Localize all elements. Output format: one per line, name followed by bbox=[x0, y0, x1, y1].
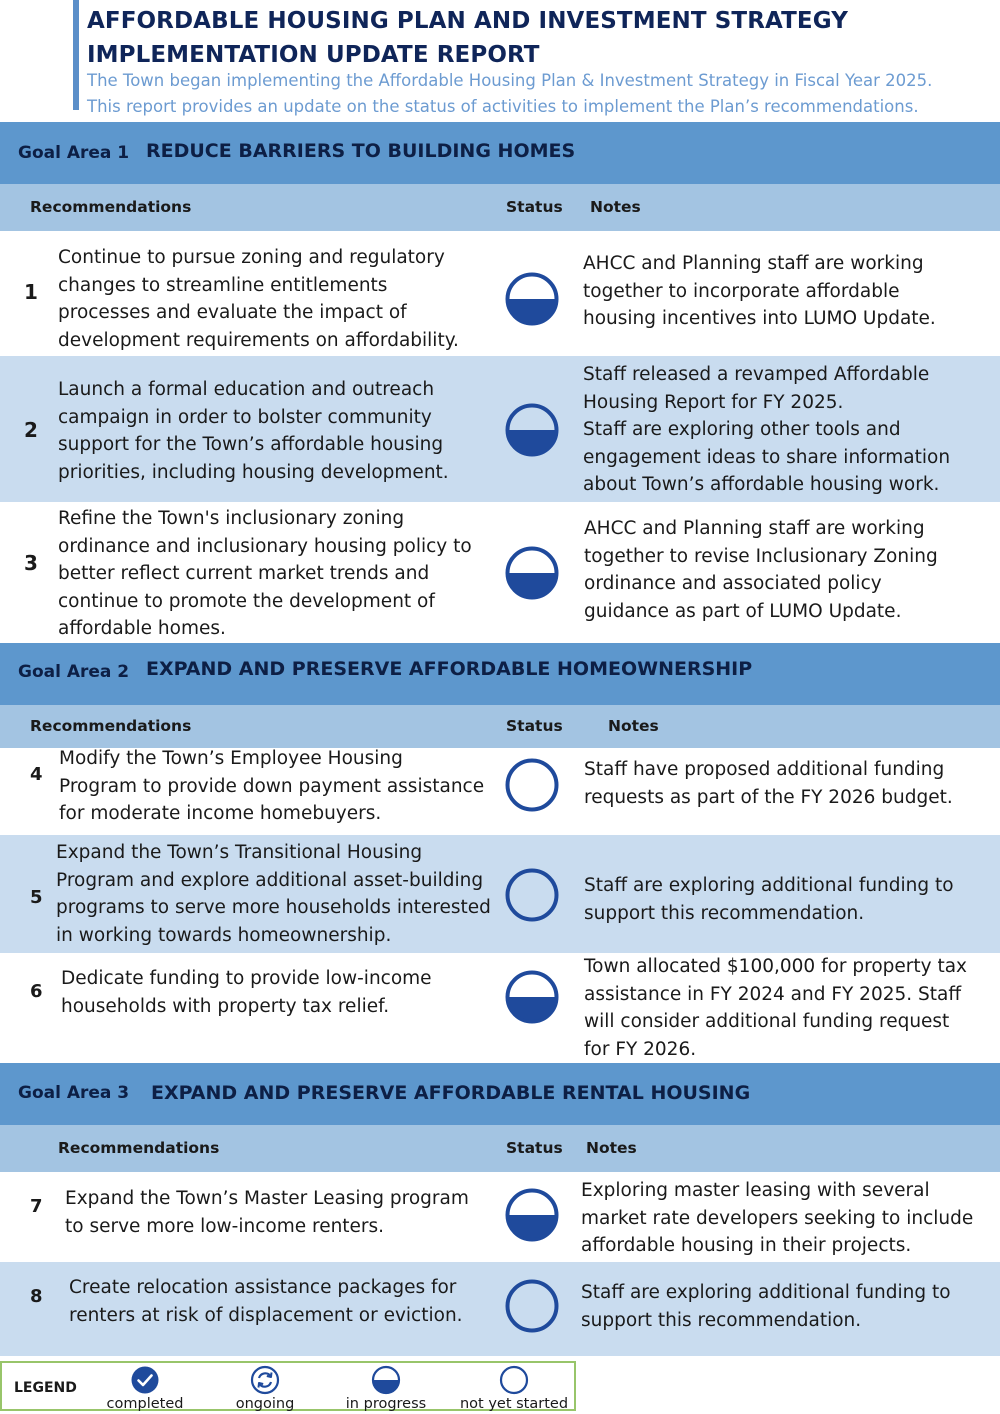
column-notes: Notes bbox=[608, 717, 659, 735]
column-status: Status bbox=[506, 717, 563, 735]
column-recommendations: Recommendations bbox=[30, 717, 192, 735]
legend-label: completed bbox=[106, 1396, 184, 1412]
legend-title: LEGEND bbox=[14, 1380, 77, 1396]
recommendation-row-8 bbox=[0, 1262, 1000, 1356]
notes-text: AHCC and Planning staff are working together to revise Inclusionary Zoning ordinance and associated policy guidance as part of LUMO Update. bbox=[584, 518, 938, 622]
notes-text: Staff are exploring additional funding to support this recommendation. bbox=[581, 1282, 951, 1331]
column-status: Status bbox=[506, 1139, 563, 1157]
row-number: 6 bbox=[30, 981, 43, 1002]
legend-item-not-yet-started bbox=[457, 1365, 571, 1412]
report-subtitle-line-1: The Town began implementing the Affordable Housing Plan & Investment Strategy in Fiscal Year 2025. bbox=[87, 71, 933, 90]
column-notes: Notes bbox=[590, 198, 641, 216]
half-circle-icon bbox=[504, 545, 560, 601]
recommendation-text: Continue to pursue zoning and regulatory changes to streamline entitlements processes and evaluate the impact of development requirements on affordability. bbox=[58, 247, 459, 351]
notes-text: Exploring master leasing with several market rate developers seeking to include affordable housing in their projects. bbox=[581, 1180, 974, 1257]
status-legend bbox=[0, 1361, 576, 1411]
notes-text: AHCC and Planning staff are working together to incorporate affordable housing incentives into LUMO Update. bbox=[583, 253, 936, 330]
goal-area-2-column-header bbox=[0, 705, 1000, 748]
notes-text: Staff released a revamped Affordable Housing Report for FY 2025. Staff are exploring other tools and engagement ideas to share information about Town’s affordable housing work. bbox=[583, 364, 951, 496]
goal-area-2-label: Goal Area 2 bbox=[18, 662, 130, 682]
recommendation-row-7 bbox=[0, 1172, 1000, 1262]
half-circle-icon bbox=[504, 969, 560, 1025]
legend-item-ongoing bbox=[215, 1365, 315, 1412]
refresh-circle-icon bbox=[250, 1365, 280, 1395]
report-header bbox=[73, 0, 1000, 116]
goal-area-3-band bbox=[0, 1063, 1000, 1125]
goal-area-2-band bbox=[0, 643, 1000, 705]
recommendation-text: Launch a formal education and outreach campaign in order to bolster community support for the Town’s affordable housing priorities, including housing development. bbox=[58, 379, 449, 483]
recommendation-text: Create relocation assistance packages for renters at risk of displacement or eviction. bbox=[69, 1277, 463, 1326]
empty-circle-icon bbox=[499, 1365, 529, 1395]
check-circle-icon bbox=[130, 1365, 160, 1395]
recommendation-row-4 bbox=[0, 748, 1000, 835]
column-recommendations: Recommendations bbox=[30, 198, 192, 216]
recommendation-row-3 bbox=[0, 502, 1000, 643]
report-subtitle-line-2: This report provides an update on the status of activities to implement the Plan’s recommendations. bbox=[87, 97, 919, 116]
row-number: 4 bbox=[30, 764, 43, 785]
recommendation-row-5 bbox=[0, 835, 1000, 953]
row-number: 1 bbox=[24, 280, 38, 304]
recommendation-row-2 bbox=[0, 356, 1000, 502]
column-status: Status bbox=[506, 198, 563, 216]
recommendation-text: Expand the Town’s Master Leasing program to serve more low-income renters. bbox=[65, 1188, 469, 1237]
row-number: 7 bbox=[30, 1196, 43, 1217]
report-title-line-2: IMPLEMENTATION UPDATE REPORT bbox=[87, 42, 540, 68]
goal-area-1-band bbox=[0, 122, 1000, 184]
report-title-line-1: AFFORDABLE HOUSING PLAN AND INVESTMENT STRATEGY bbox=[87, 8, 848, 34]
recommendation-row-6 bbox=[0, 953, 1000, 1063]
recommendation-text: Dedicate funding to provide low-income households with property tax relief. bbox=[61, 968, 432, 1017]
empty-circle-icon bbox=[504, 1278, 560, 1334]
recommendation-row-1 bbox=[0, 231, 1000, 356]
row-number: 2 bbox=[24, 418, 38, 442]
recommendation-text: Modify the Town’s Employee Housing Program to provide down payment assistance for moderate income homebuyers. bbox=[59, 748, 485, 825]
goal-area-1-title: REDUCE BARRIERS TO BUILDING HOMES bbox=[146, 140, 576, 162]
legend-label: not yet started bbox=[459, 1396, 569, 1412]
row-number: 3 bbox=[24, 551, 38, 575]
notes-text: Staff have proposed additional funding requests as part of the FY 2026 budget. bbox=[584, 759, 953, 808]
goal-area-2-title: EXPAND AND PRESERVE AFFORDABLE HOMEOWNERSHIP bbox=[146, 658, 753, 680]
legend-label: ongoing bbox=[235, 1396, 295, 1412]
row-number: 8 bbox=[30, 1286, 43, 1307]
half-circle-icon bbox=[504, 1187, 560, 1243]
legend-item-in-progress bbox=[336, 1365, 436, 1412]
half-circle-icon bbox=[371, 1365, 401, 1395]
goal-area-1-column-header bbox=[0, 184, 1000, 231]
recommendation-text: Refine the Town's inclusionary zoning ordinance and inclusionary housing policy to better reflect current market trends and continue to promote the development of affordable homes. bbox=[58, 508, 472, 640]
recommendation-text: Expand the Town’s Transitional Housing Program and explore additional asset-building programs to serve more households interested in working towards homeownership. bbox=[56, 842, 491, 946]
column-recommendations: Recommendations bbox=[58, 1139, 220, 1157]
empty-circle-icon bbox=[504, 757, 560, 813]
notes-text: Town allocated $100,000 for property tax assistance in FY 2024 and FY 2025. Staff will consider additional funding request for FY 2026. bbox=[584, 956, 967, 1060]
legend-label: in progress bbox=[345, 1396, 427, 1412]
goal-area-3-column-header bbox=[0, 1125, 1000, 1172]
goal-area-3-title: EXPAND AND PRESERVE AFFORDABLE RENTAL HOUSING bbox=[151, 1082, 751, 1104]
column-notes: Notes bbox=[586, 1139, 637, 1157]
goal-area-3-label: Goal Area 3 bbox=[18, 1083, 130, 1103]
notes-text: Staff are exploring additional funding to support this recommendation. bbox=[584, 875, 954, 924]
row-number: 5 bbox=[30, 887, 43, 908]
half-circle-icon bbox=[504, 402, 560, 458]
half-circle-icon bbox=[504, 271, 560, 327]
empty-circle-icon bbox=[504, 867, 560, 923]
goal-area-1-label: Goal Area 1 bbox=[18, 143, 130, 163]
legend-item-completed bbox=[95, 1365, 195, 1412]
